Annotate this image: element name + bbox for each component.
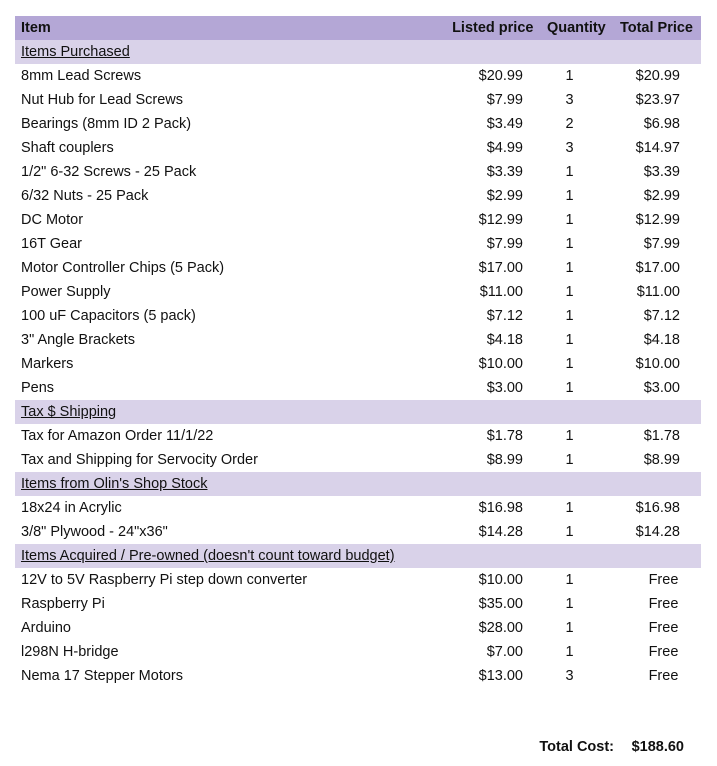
quantity-cell: 3 [565, 92, 574, 108]
item-cell: 8mm Lead Screws [21, 68, 142, 84]
total-cell: $7.99 [643, 236, 680, 252]
total-cell: $1.78 [643, 428, 680, 444]
item-cell: Pens [21, 380, 55, 396]
quantity-cell: 3 [565, 140, 574, 156]
total-cell: $20.99 [635, 68, 680, 84]
item-cell: 6/32 Nuts - 25 Pack [21, 188, 149, 204]
total-cell: Free [648, 596, 679, 612]
quantity-cell: 1 [565, 500, 574, 516]
price-cell: $1.78 [486, 428, 523, 444]
item-cell: Power Supply [21, 284, 111, 300]
header-listed-price: Listed price [452, 20, 534, 36]
quantity-cell: 2 [565, 116, 574, 132]
table-body [15, 40, 701, 688]
table-row [15, 496, 701, 520]
quantity-cell: 1 [565, 332, 574, 348]
table-row [15, 424, 701, 448]
table-row [15, 568, 701, 592]
item-cell: 3/8" Plywood - 24"x36" [21, 524, 168, 540]
item-cell: Tax and Shipping for Servocity Order [21, 452, 258, 468]
price-cell: $13.00 [478, 668, 523, 684]
quantity-cell: 1 [565, 644, 574, 660]
total-cell: $4.18 [643, 332, 680, 348]
quantity-cell: 1 [565, 524, 574, 540]
total-cell: $2.99 [643, 188, 680, 204]
item-cell: Arduino [21, 620, 71, 636]
price-cell: $7.99 [486, 92, 523, 108]
price-cell: $17.00 [478, 260, 523, 276]
total-cell: $12.99 [635, 212, 680, 228]
table-row [15, 592, 701, 616]
price-cell: $10.00 [478, 356, 523, 372]
table-row [15, 160, 701, 184]
table-row [15, 328, 701, 352]
table-row [15, 448, 701, 472]
table-row [15, 304, 701, 328]
total-cell: $23.97 [635, 92, 680, 108]
table-row [15, 88, 701, 112]
item-cell: Bearings (8mm ID 2 Pack) [21, 116, 192, 132]
total-cell: Free [648, 572, 679, 588]
table-row [15, 64, 701, 88]
total-cell: $11.00 [636, 284, 680, 300]
price-cell: $20.99 [478, 68, 523, 84]
item-cell: 1/2" 6-32 Screws - 25 Pack [21, 164, 197, 180]
total-cost-label: Total Cost: [539, 739, 614, 755]
section-title: Items from Olin's Shop Stock [21, 476, 208, 492]
item-cell: Markers [21, 356, 74, 372]
section-title: Tax $ Shipping [21, 404, 117, 420]
item-cell: Raspberry Pi [21, 596, 105, 612]
item-cell: Shaft couplers [21, 140, 114, 156]
header-row [15, 16, 701, 40]
item-cell: DC Motor [21, 212, 84, 228]
quantity-cell: 1 [565, 68, 574, 84]
price-cell: $8.99 [486, 452, 523, 468]
total-cell: $6.98 [643, 116, 680, 132]
quantity-cell: 1 [565, 452, 574, 468]
quantity-cell: 1 [565, 164, 574, 180]
total-cell: $17.00 [635, 260, 680, 276]
total-cell: $3.00 [643, 380, 680, 396]
price-cell: $12.99 [478, 212, 523, 228]
quantity-cell: 1 [565, 284, 574, 300]
total-cost-value: $188.60 [631, 739, 684, 755]
price-cell: $35.00 [478, 596, 523, 612]
price-cell: $4.99 [486, 140, 523, 156]
total-cell: $3.39 [643, 164, 680, 180]
table-row [15, 616, 701, 640]
table-row [15, 184, 701, 208]
item-cell: Motor Controller Chips (5 Pack) [21, 260, 225, 276]
item-cell: 100 uF Capacitors (5 pack) [21, 308, 196, 324]
item-cell: l298N H-bridge [21, 644, 119, 660]
item-cell: 3" Angle Brackets [21, 332, 135, 348]
price-cell: $3.00 [486, 380, 523, 396]
table-row [15, 520, 701, 544]
total-cost-line [520, 737, 690, 757]
section-row [15, 40, 701, 64]
total-cell: $14.97 [635, 140, 680, 156]
price-cell: $11.00 [479, 284, 523, 300]
quantity-cell: 3 [565, 668, 574, 684]
quantity-cell: 1 [565, 572, 574, 588]
total-cell: Free [648, 620, 679, 636]
price-cell: $2.99 [486, 188, 523, 204]
quantity-cell: 1 [565, 356, 574, 372]
total-cell: $8.99 [643, 452, 680, 468]
quantity-cell: 1 [565, 188, 574, 204]
price-cell: $16.98 [478, 500, 523, 516]
price-cell: $14.28 [478, 524, 523, 540]
price-cell: $4.18 [486, 332, 523, 348]
table-row [15, 112, 701, 136]
total-cell: $10.00 [635, 356, 680, 372]
table-row [15, 136, 701, 160]
total-cell: $7.12 [643, 308, 680, 324]
quantity-cell: 1 [565, 596, 574, 612]
section-row [15, 400, 701, 424]
budget-table [15, 16, 701, 688]
table-row [15, 352, 701, 376]
item-cell: Nut Hub for Lead Screws [21, 92, 183, 108]
item-cell: 18x24 in Acrylic [21, 500, 122, 516]
price-cell: $10.00 [478, 572, 523, 588]
price-cell: $3.49 [486, 116, 523, 132]
header-total-price: Total Price [619, 20, 693, 36]
section-title: Items Purchased [21, 44, 130, 60]
header-quantity: Quantity [546, 20, 606, 36]
price-cell: $28.00 [478, 620, 523, 636]
table-row [15, 208, 701, 232]
table-row [15, 376, 701, 400]
item-cell: 16T Gear [21, 236, 82, 252]
quantity-cell: 1 [565, 212, 574, 228]
section-row [15, 544, 701, 568]
price-cell: $7.12 [486, 308, 523, 324]
quantity-cell: 1 [565, 380, 574, 396]
quantity-cell: 1 [565, 236, 574, 252]
price-cell: $3.39 [486, 164, 523, 180]
header-item: Item [21, 20, 51, 36]
table-row [15, 640, 701, 664]
quantity-cell: 1 [565, 308, 574, 324]
item-cell: Tax for Amazon Order 11/1/22 [21, 428, 214, 444]
total-cell: Free [648, 668, 679, 684]
quantity-cell: 1 [565, 428, 574, 444]
section-title: Items Acquired / Pre-owned (doesn't count toward budget) [21, 548, 395, 564]
table-row [15, 256, 701, 280]
quantity-cell: 1 [565, 260, 574, 276]
table-row [15, 280, 701, 304]
section-row [15, 472, 701, 496]
item-cell: 12V to 5V Raspberry Pi step down converter [21, 572, 308, 588]
table-row [15, 232, 701, 256]
total-cell: Free [648, 644, 679, 660]
total-cell: $16.98 [635, 500, 680, 516]
table-row [15, 664, 701, 688]
quantity-cell: 1 [565, 620, 574, 636]
total-cell: $14.28 [635, 524, 680, 540]
price-cell: $7.99 [486, 236, 523, 252]
item-cell: Nema 17 Stepper Motors [21, 668, 183, 684]
price-cell: $7.00 [486, 644, 523, 660]
